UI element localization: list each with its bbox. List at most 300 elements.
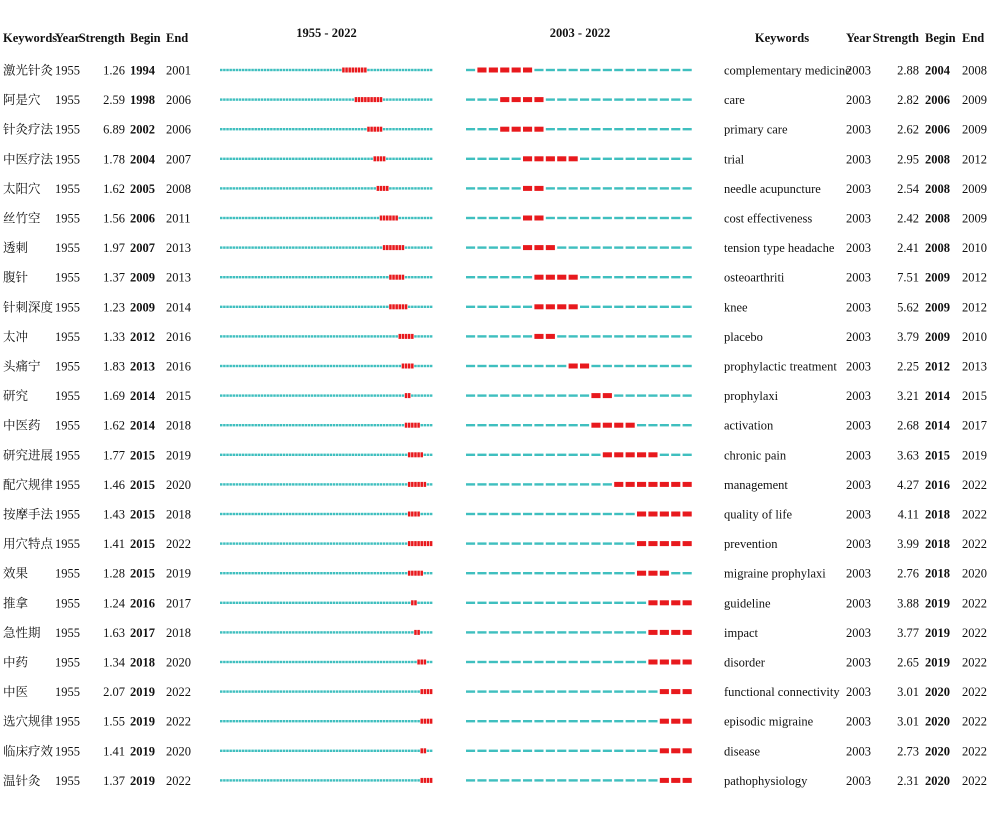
timeline-segment — [314, 365, 317, 367]
timeline-segment — [417, 335, 420, 337]
timeline-segment — [534, 690, 543, 692]
timeline-segment — [489, 542, 498, 544]
timeline-segment — [399, 690, 402, 692]
timeline-segment — [308, 572, 311, 574]
timeline-segment — [383, 306, 386, 308]
timeline-segment — [395, 98, 398, 100]
timeline-segment — [292, 483, 295, 485]
timeline-segment — [386, 69, 389, 71]
timeline-segment — [267, 720, 270, 722]
burst-segment — [417, 482, 420, 487]
burst-segment — [411, 482, 414, 487]
timeline-segment — [273, 128, 276, 130]
burst-segment — [395, 245, 398, 250]
timeline-segment — [270, 276, 273, 278]
timeline-segment — [512, 424, 521, 426]
timeline-segment — [220, 98, 223, 100]
timeline-segment — [420, 98, 423, 100]
timeline-segment — [557, 424, 566, 426]
timeline-segment — [258, 424, 261, 426]
begin-value: 2002 — [130, 122, 155, 137]
timeline-segment — [345, 365, 348, 367]
timeline-segment — [336, 513, 339, 515]
timeline-segment — [489, 513, 498, 515]
timeline-segment — [233, 187, 236, 189]
timeline-segment — [305, 69, 308, 71]
timeline-segment — [466, 424, 475, 426]
timeline-segment — [301, 542, 304, 544]
timeline-segment — [283, 631, 286, 633]
timeline-segment — [580, 98, 589, 100]
timeline-segment — [286, 690, 289, 692]
timeline-segment — [370, 246, 373, 248]
timeline-segment — [286, 542, 289, 544]
timeline-segment — [273, 187, 276, 189]
burst-segment — [389, 275, 392, 280]
timeline-segment — [242, 779, 245, 781]
timeline-segment — [377, 690, 380, 692]
timeline-segment — [229, 779, 232, 781]
timeline-segment — [660, 187, 669, 189]
burst-segment — [534, 127, 543, 132]
timeline-segment — [386, 158, 389, 160]
timeline-segment — [383, 779, 386, 781]
timeline-segment — [345, 306, 348, 308]
strength-value: 1.63 — [103, 625, 125, 640]
timeline-segment — [389, 513, 392, 515]
timeline-segment — [534, 365, 543, 367]
timeline-segment — [405, 602, 408, 604]
timeline-segment — [671, 394, 680, 396]
timeline-segment — [466, 690, 475, 692]
timeline-segment — [226, 750, 229, 752]
timeline-segment — [383, 394, 386, 396]
timeline-segment — [395, 335, 398, 337]
timeline-segment — [330, 483, 333, 485]
timeline-segment — [477, 306, 486, 308]
timeline-segment — [591, 690, 600, 692]
timeline-segment — [348, 335, 351, 337]
timeline-segment — [523, 661, 532, 663]
timeline-segment — [223, 690, 226, 692]
timeline-segment — [298, 661, 301, 663]
burst-segment — [424, 719, 427, 724]
timeline-segment — [355, 631, 358, 633]
timeline-segment — [289, 779, 292, 781]
timeline-segment — [603, 306, 612, 308]
timeline-segment — [395, 690, 398, 692]
begin-value: 2009 — [130, 300, 155, 315]
timeline-segment — [323, 306, 326, 308]
strength-value: 1.23 — [103, 300, 125, 315]
timeline-segment — [339, 98, 342, 100]
timeline-segment — [523, 750, 532, 752]
timeline-segment — [276, 661, 279, 663]
begin-value: 2015 — [130, 537, 155, 552]
timeline-segment — [417, 158, 420, 160]
timeline-segment — [367, 365, 370, 367]
timeline-segment — [283, 306, 286, 308]
timeline-segment — [580, 394, 589, 396]
timeline-segment — [345, 661, 348, 663]
timeline-segment — [392, 365, 395, 367]
timeline-segment — [242, 424, 245, 426]
burst-segment — [430, 689, 433, 694]
timeline-segment — [333, 542, 336, 544]
burst-segment — [424, 778, 427, 783]
end-value: 2022 — [962, 773, 987, 788]
timeline-segment — [248, 276, 251, 278]
timeline-segment — [327, 98, 330, 100]
timeline-segment — [414, 246, 417, 248]
timeline-segment — [314, 98, 317, 100]
timeline-segment — [323, 690, 326, 692]
burst-segment — [569, 275, 578, 280]
timeline-segment — [270, 602, 273, 604]
timeline-segment — [242, 542, 245, 544]
timeline-segment — [261, 246, 264, 248]
timeline-segment — [557, 98, 566, 100]
timeline-segment — [339, 424, 342, 426]
timeline-segment — [223, 572, 226, 574]
timeline-segment — [417, 602, 420, 604]
burst-segment — [414, 630, 417, 635]
timeline-segment — [267, 158, 270, 160]
timeline-segment — [414, 98, 417, 100]
timeline-segment — [270, 661, 273, 663]
timeline-segment — [367, 779, 370, 781]
timeline-segment — [367, 572, 370, 574]
burst-segment — [671, 600, 680, 605]
timeline-segment — [292, 276, 295, 278]
timeline-segment — [258, 572, 261, 574]
burst-segment — [603, 423, 612, 428]
timeline-segment — [683, 365, 692, 367]
timeline-segment — [295, 276, 298, 278]
strength-value: 3.21 — [897, 389, 919, 404]
timeline-segment — [512, 779, 521, 781]
timeline-segment — [603, 750, 612, 752]
timeline-segment — [320, 750, 323, 752]
timeline-segment — [386, 394, 389, 396]
timeline-segment — [333, 454, 336, 456]
timeline-segment — [626, 750, 635, 752]
timeline-segment — [289, 217, 292, 219]
timeline-segment — [270, 128, 273, 130]
timeline-segment — [289, 69, 292, 71]
timeline-segment — [345, 572, 348, 574]
burst-segment — [671, 748, 680, 753]
timeline-segment — [226, 276, 229, 278]
timeline-segment — [420, 187, 423, 189]
burst-segment — [626, 423, 635, 428]
timeline-segment — [427, 513, 430, 515]
timeline-segment — [466, 128, 475, 130]
end-value: 2015 — [166, 389, 191, 404]
timeline-segment — [327, 631, 330, 633]
timeline-segment — [298, 69, 301, 71]
timeline-segment — [361, 158, 364, 160]
timeline-segment — [370, 513, 373, 515]
timeline-segment — [239, 572, 242, 574]
timeline-segment — [220, 750, 223, 752]
timeline-segment — [220, 720, 223, 722]
timeline-segment — [671, 217, 680, 219]
timeline-segment — [395, 513, 398, 515]
begin-value: 2015 — [130, 448, 155, 463]
timeline-segment — [377, 306, 380, 308]
timeline-segment — [242, 246, 245, 248]
timeline-segment — [392, 187, 395, 189]
timeline-segment — [229, 424, 232, 426]
timeline-segment — [345, 246, 348, 248]
timeline-segment — [295, 306, 298, 308]
timeline-segment — [258, 661, 261, 663]
burst-segment — [395, 216, 398, 221]
timeline-segment — [580, 483, 589, 485]
timeline-segment — [298, 483, 301, 485]
timeline-segment — [614, 217, 623, 219]
timeline-segment — [424, 365, 427, 367]
strength-value: 1.62 — [103, 418, 125, 433]
timeline-segment — [355, 720, 358, 722]
timeline-segment — [500, 513, 509, 515]
burst-segment — [637, 541, 646, 546]
timeline-segment — [336, 276, 339, 278]
timeline-segment — [405, 246, 408, 248]
timeline-segment — [280, 98, 283, 100]
timeline-segment — [414, 69, 417, 71]
burst-segment — [523, 216, 532, 221]
burst-segment — [380, 97, 383, 102]
timeline-segment — [251, 750, 254, 752]
timeline-segment — [311, 128, 314, 130]
timeline-segment — [392, 720, 395, 722]
timeline-segment — [336, 128, 339, 130]
timeline-segment — [408, 158, 411, 160]
timeline-segment — [373, 69, 376, 71]
timeline-segment — [258, 513, 261, 515]
timeline-segment — [411, 306, 414, 308]
timeline-segment — [591, 602, 600, 604]
timeline-segment — [345, 779, 348, 781]
timeline-segment — [392, 661, 395, 663]
burst-segment — [408, 393, 411, 398]
timeline-segment — [417, 246, 420, 248]
timeline-segment — [500, 690, 509, 692]
timeline-segment — [352, 572, 355, 574]
timeline-segment — [245, 187, 248, 189]
begin-value: 2008 — [925, 211, 950, 226]
timeline-segment — [348, 631, 351, 633]
timeline-segment — [364, 128, 367, 130]
end-value: 2022 — [962, 507, 987, 522]
timeline-segment — [370, 158, 373, 160]
timeline-segment — [355, 661, 358, 663]
timeline-segment — [603, 128, 612, 130]
timeline-segment — [301, 187, 304, 189]
timeline-segment — [364, 602, 367, 604]
timeline-segment — [333, 720, 336, 722]
strength-value: 2.65 — [897, 655, 919, 670]
timeline-segment — [389, 750, 392, 752]
timeline-segment — [370, 69, 373, 71]
timeline-segment — [370, 631, 373, 633]
timeline-segment — [603, 158, 612, 160]
timeline-segment — [364, 187, 367, 189]
timeline-segment — [411, 394, 414, 396]
timeline-segment — [339, 365, 342, 367]
timeline-segment — [386, 542, 389, 544]
timeline-segment — [336, 661, 339, 663]
timeline-segment — [512, 454, 521, 456]
timeline-segment — [512, 631, 521, 633]
timeline-segment — [308, 276, 311, 278]
timeline-segment — [361, 631, 364, 633]
timeline-segment — [648, 98, 657, 100]
timeline-segment — [264, 513, 267, 515]
timeline-segment — [569, 128, 578, 130]
timeline-segment — [229, 661, 232, 663]
timeline-segment — [523, 572, 532, 574]
timeline-segment — [342, 335, 345, 337]
timeline-segment — [314, 513, 317, 515]
timeline-segment — [330, 424, 333, 426]
timeline-segment — [311, 542, 314, 544]
timeline-segment — [320, 720, 323, 722]
strength-value: 1.77 — [103, 448, 125, 463]
timeline-segment — [333, 602, 336, 604]
burst-segment — [358, 97, 361, 102]
timeline-segment — [477, 187, 486, 189]
timeline-segment — [251, 602, 254, 604]
timeline-segment — [283, 424, 286, 426]
timeline-segment — [301, 69, 304, 71]
timeline-segment — [251, 217, 254, 219]
timeline-segment — [399, 187, 402, 189]
timeline-segment — [430, 750, 433, 752]
burst-segment — [352, 68, 355, 73]
timeline-segment — [258, 98, 261, 100]
timeline-segment — [264, 454, 267, 456]
timeline-segment — [591, 69, 600, 71]
timeline-segment — [280, 365, 283, 367]
timeline-segment — [500, 335, 509, 337]
burst-segment — [683, 482, 692, 487]
timeline-segment — [420, 128, 423, 130]
timeline-segment — [377, 246, 380, 248]
timeline-segment — [323, 158, 326, 160]
timeline-segment — [383, 365, 386, 367]
timeline-segment — [254, 335, 257, 337]
timeline-segment — [534, 394, 543, 396]
timeline-segment — [254, 542, 257, 544]
timeline-segment — [373, 276, 376, 278]
timeline-segment — [370, 365, 373, 367]
end-value: 2020 — [962, 566, 987, 581]
timeline-segment — [317, 750, 320, 752]
timeline-segment — [477, 246, 486, 248]
timeline-segment — [301, 720, 304, 722]
burst-segment — [355, 68, 358, 73]
year-value: 2003 — [846, 63, 871, 78]
burst-segment — [380, 186, 383, 191]
timeline-segment — [301, 631, 304, 633]
timeline-segment — [373, 187, 376, 189]
timeline-segment — [254, 424, 257, 426]
timeline-segment — [301, 276, 304, 278]
timeline-segment — [233, 631, 236, 633]
timeline-segment — [489, 750, 498, 752]
timeline-segment — [557, 187, 566, 189]
timeline-segment — [314, 394, 317, 396]
timeline-segment — [546, 750, 555, 752]
timeline-segment — [314, 187, 317, 189]
column-header-begin: Begin — [925, 31, 956, 45]
timeline-segment — [305, 246, 308, 248]
timeline-segment — [345, 483, 348, 485]
timeline-segment — [380, 542, 383, 544]
timeline-segment — [345, 542, 348, 544]
timeline-segment — [512, 513, 521, 515]
timeline-segment — [267, 246, 270, 248]
timeline-segment — [603, 98, 612, 100]
timeline-segment — [236, 246, 239, 248]
timeline-segment — [248, 454, 251, 456]
timeline-segment — [273, 602, 276, 604]
timeline-segment — [477, 542, 486, 544]
timeline-segment — [569, 572, 578, 574]
burst-segment — [420, 541, 423, 546]
timeline-segment — [258, 335, 261, 337]
timeline-segment — [557, 128, 566, 130]
timeline-segment — [414, 365, 417, 367]
timeline-segment — [254, 394, 257, 396]
timeline-segment — [320, 365, 323, 367]
timeline-segment — [311, 335, 314, 337]
burst-segment — [671, 541, 680, 546]
timeline-segment — [361, 424, 364, 426]
burst-segment — [671, 689, 680, 694]
timeline-segment — [261, 454, 264, 456]
timeline-segment — [352, 335, 355, 337]
timeline-segment — [248, 483, 251, 485]
timeline-segment — [270, 69, 273, 71]
timeline-segment — [523, 454, 532, 456]
timeline-segment — [305, 661, 308, 663]
end-value: 2007 — [166, 152, 191, 167]
timeline-segment — [223, 602, 226, 604]
timeline-segment — [373, 690, 376, 692]
timeline-segment — [500, 217, 509, 219]
timeline-segment — [637, 779, 646, 781]
timeline-segment — [261, 394, 264, 396]
timeline-segment — [380, 513, 383, 515]
timeline-segment — [477, 483, 486, 485]
timeline-segment — [242, 306, 245, 308]
timeline-segment — [333, 631, 336, 633]
timeline-segment — [226, 454, 229, 456]
timeline-segment — [261, 128, 264, 130]
timeline-segment — [223, 779, 226, 781]
timeline-segment — [489, 276, 498, 278]
timeline-segment — [339, 69, 342, 71]
timeline-segment — [392, 631, 395, 633]
timeline-segment — [305, 483, 308, 485]
timeline-segment — [355, 779, 358, 781]
timeline-segment — [414, 276, 417, 278]
timeline-segment — [333, 750, 336, 752]
